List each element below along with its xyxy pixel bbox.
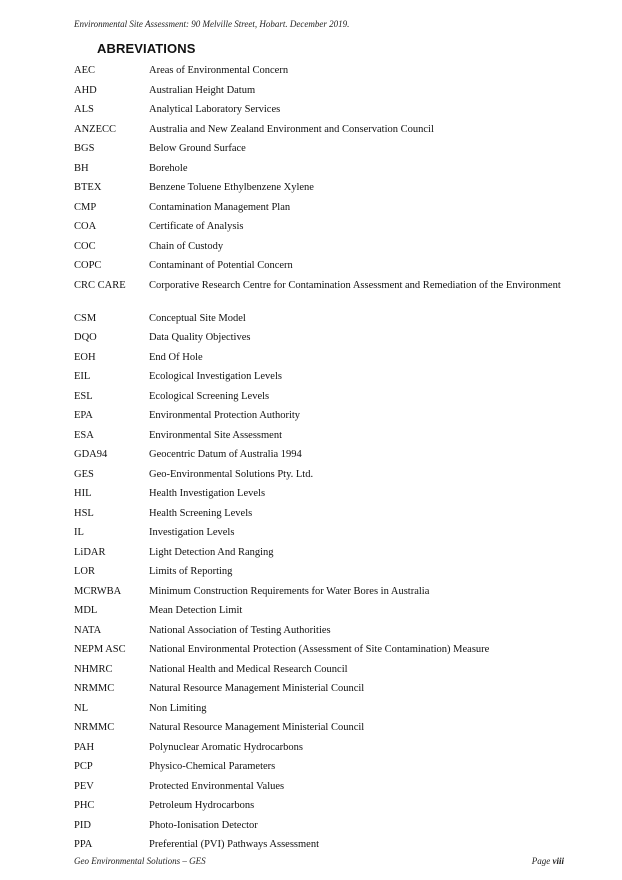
abbreviation-row xyxy=(74,370,564,390)
abbreviation-definition: Areas of Environmental Concern xyxy=(149,65,289,76)
abbreviation-definition: Preferential (PVI) Pathways Assessment xyxy=(149,839,320,850)
abbreviation-definition: Corporative Research Centre for Contamination Assessment and Remediation of the Environment xyxy=(149,279,561,291)
abbreviation-term: PEV xyxy=(74,780,94,792)
abbreviation-row xyxy=(74,838,564,858)
abbreviation-row xyxy=(74,201,564,221)
abbreviation-term: LOR xyxy=(74,566,95,577)
abbreviation-row xyxy=(74,123,564,143)
abbreviation-term: ESA xyxy=(74,429,94,441)
abbreviation-term: NHMRC xyxy=(74,663,113,675)
abbreviation-term: PPA xyxy=(74,839,93,850)
abbreviation-row xyxy=(74,409,564,429)
abbreviation-term: ALS xyxy=(74,104,94,115)
abbreviation-definition: Health Investigation Levels xyxy=(149,488,266,499)
abbreviation-term: NL xyxy=(74,702,88,714)
abbreviation-term: PAH xyxy=(74,741,95,753)
abbreviation-row xyxy=(74,565,564,585)
abbreviation-row xyxy=(74,741,564,761)
abbreviation-definition: Ecological Screening Levels xyxy=(149,390,270,402)
footer-page-prefix: Page xyxy=(531,856,551,866)
abbreviation-term: BH xyxy=(74,162,89,174)
abbreviation-row xyxy=(74,390,564,410)
abbreviation-row xyxy=(74,682,564,702)
abbreviation-term: COC xyxy=(74,240,96,252)
abbreviation-row xyxy=(74,468,564,488)
abbreviation-row xyxy=(74,799,564,819)
abbreviation-term: LiDAR xyxy=(74,546,106,558)
abbreviation-row xyxy=(74,429,564,449)
abbreviation-row xyxy=(74,220,564,240)
abbreviation-definition: Certificate of Analysis xyxy=(149,221,244,232)
abbreviation-definition: Mean Detection Limit xyxy=(149,605,243,616)
abbreviation-definition: National Association of Testing Authorities xyxy=(149,624,331,636)
abbreviation-term: PHC xyxy=(74,800,95,811)
abbreviation-term: AHD xyxy=(74,84,97,96)
abbreviation-definition: Non Limiting xyxy=(149,702,207,714)
abbreviation-row xyxy=(74,64,564,84)
abbreviation-definition: National Health and Medical Research Council xyxy=(149,663,348,675)
abbreviation-row xyxy=(74,585,564,605)
abbreviation-term: PCP xyxy=(74,761,93,772)
abbreviation-row xyxy=(74,448,564,468)
abbreviation-term: COPC xyxy=(74,260,102,271)
abbreviation-definition: Investigation Levels xyxy=(149,527,235,538)
abbreviation-row xyxy=(74,487,564,507)
abbreviation-term: MDL xyxy=(74,605,98,616)
abbreviation-term: CSM xyxy=(74,312,97,324)
abbreviation-row xyxy=(74,819,564,839)
abbreviation-definition: Natural Resource Management Ministerial Council xyxy=(149,683,365,694)
abbreviation-term: CMP xyxy=(74,201,97,213)
abbreviation-definition: Natural Resource Management Ministerial Council xyxy=(149,722,365,733)
abbreviation-row xyxy=(74,259,564,279)
abbreviation-term: BTEX xyxy=(74,182,102,193)
abbreviation-definition: Photo-Ionisation Detector xyxy=(149,819,258,831)
abbreviation-term: EOH xyxy=(74,351,96,363)
abbreviation-definition: Analytical Laboratory Services xyxy=(149,104,281,115)
abbreviation-row xyxy=(74,279,564,312)
abbreviation-definition: Polynuclear Aromatic Hydrocarbons xyxy=(149,741,303,753)
abbreviation-definition: National Environmental Protection (Assessment of Site Contamination) Measure xyxy=(149,644,490,655)
abbreviation-term: NEPM ASC xyxy=(74,644,126,655)
abbreviation-row xyxy=(74,624,564,644)
footer-company: Geo Environmental Solutions – GES xyxy=(74,856,206,866)
abbreviation-term: HIL xyxy=(74,488,92,499)
abbreviation-row xyxy=(74,702,564,722)
abbreviation-definition: Below Ground Surface xyxy=(149,143,246,154)
abbreviation-term: NATA xyxy=(74,624,102,636)
abbreviation-term: PID xyxy=(74,819,91,831)
abbreviation-row xyxy=(74,351,564,371)
abbreviation-definition: Benzene Toluene Ethylbenzene Xylene xyxy=(149,182,314,193)
abbreviation-definition: Australian Height Datum xyxy=(149,84,256,96)
abbreviation-row xyxy=(74,526,564,546)
abbreviation-row xyxy=(74,162,564,182)
abbreviation-term: DQO xyxy=(74,332,97,343)
abbreviation-definition: End Of Hole xyxy=(149,351,203,363)
abbreviation-row xyxy=(74,546,564,566)
abbreviation-term: NRMMC xyxy=(74,683,115,694)
abbreviation-definition: Light Detection And Ranging xyxy=(149,546,274,558)
abbreviation-definition: Geocentric Datum of Australia 1994 xyxy=(149,449,302,460)
abbreviation-term: AEC xyxy=(74,65,95,76)
abbreviation-row xyxy=(74,181,564,201)
abbreviation-definition: Data Quality Objectives xyxy=(149,332,251,343)
abbreviation-term: HSL xyxy=(74,507,94,519)
abbreviation-term: NRMMC xyxy=(74,722,115,733)
abbreviation-definition: Environmental Protection Authority xyxy=(149,410,301,421)
abbreviation-definition: Contamination Management Plan xyxy=(149,201,291,213)
abbreviation-definition: Protected Environmental Values xyxy=(149,780,285,792)
abbreviation-definition: Borehole xyxy=(149,162,188,174)
abbreviation-definition: Health Screening Levels xyxy=(149,507,253,519)
abbreviation-row xyxy=(74,721,564,741)
abbreviation-row xyxy=(74,142,564,162)
abbreviation-row xyxy=(74,663,564,683)
abbreviation-row xyxy=(74,507,564,527)
abbreviation-term: CRC CARE xyxy=(74,279,126,291)
abbreviation-definition: Geo-Environmental Solutions Pty. Ltd. xyxy=(149,468,314,480)
abbreviation-definition: Ecological Investigation Levels xyxy=(149,371,282,382)
abbreviation-definition: Conceptual Site Model xyxy=(149,312,246,324)
abbreviation-definition: Chain of Custody xyxy=(149,240,224,252)
abbreviation-list xyxy=(74,64,564,858)
abbreviation-row xyxy=(74,780,564,800)
abbreviation-row xyxy=(74,240,564,260)
abbreviation-term: ESL xyxy=(74,390,93,402)
abbreviation-definition: Australia and New Zealand Environment and Conservation Council xyxy=(149,123,434,135)
abbreviation-term: GDA94 xyxy=(74,449,108,460)
abbreviation-definition: Minimum Construction Requirements for Water Bores in Australia xyxy=(149,585,430,597)
abbreviation-row xyxy=(74,760,564,780)
running-header: Environmental Site Assessment: 90 Melville Street, Hobart. December 2019. xyxy=(74,19,350,29)
abbreviation-term: EPA xyxy=(74,410,93,421)
abbreviation-term: BGS xyxy=(74,143,95,154)
abbreviation-row xyxy=(74,103,564,123)
footer-page-number: viii xyxy=(552,856,564,866)
abbreviation-term: EIL xyxy=(74,371,91,382)
abbreviation-term: MCRWBA xyxy=(74,585,122,597)
abbreviation-term: ANZECC xyxy=(74,123,116,135)
abbreviation-term: COA xyxy=(74,221,97,232)
abbreviation-definition: Petroleum Hydrocarbons xyxy=(149,800,255,811)
abbreviation-term: IL xyxy=(74,527,84,538)
abbreviation-definition: Contaminant of Potential Concern xyxy=(149,260,293,271)
abbreviation-row xyxy=(74,312,564,332)
abbreviation-definition: Environmental Site Assessment xyxy=(149,429,282,441)
abbreviation-row xyxy=(74,84,564,104)
abbreviation-row xyxy=(74,604,564,624)
section-title: ABREVIATIONS xyxy=(97,41,196,56)
abbreviation-row xyxy=(74,643,564,663)
abbreviation-definition: Physico-Chemical Parameters xyxy=(149,761,276,772)
abbreviation-term: GES xyxy=(74,468,94,480)
abbreviation-definition: Limits of Reporting xyxy=(149,566,233,577)
abbreviation-row xyxy=(74,331,564,351)
footer-page xyxy=(532,856,564,866)
